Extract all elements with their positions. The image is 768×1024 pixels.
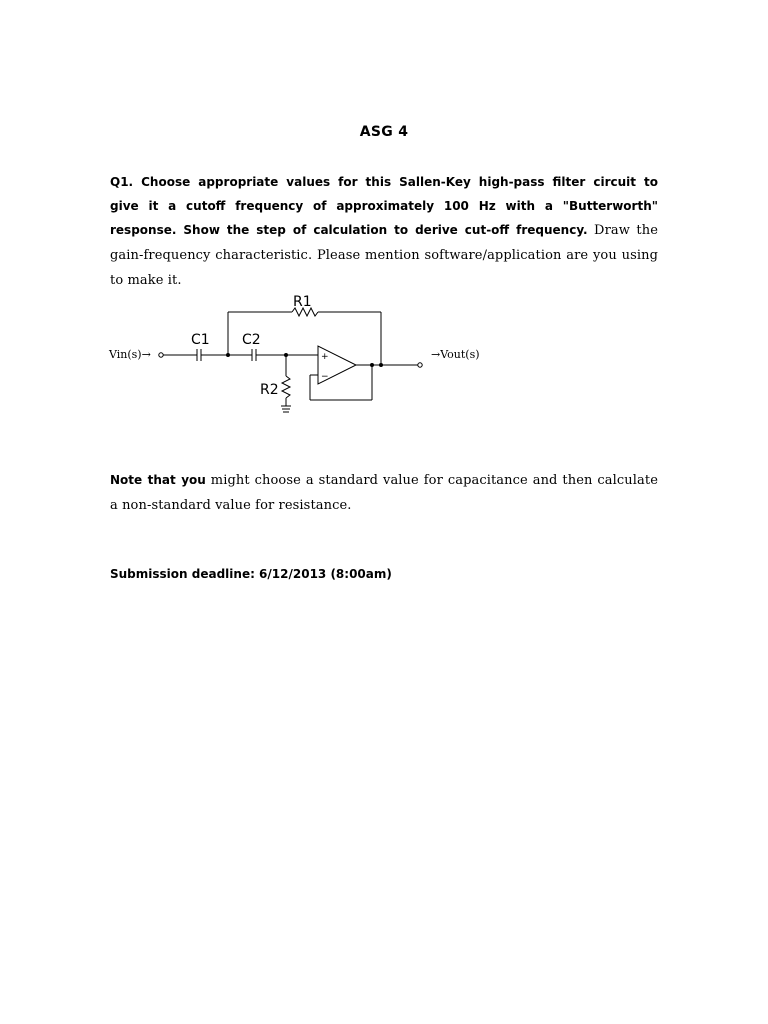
r2-resistor bbox=[282, 376, 290, 398]
junction-dot bbox=[379, 363, 383, 367]
op-amp-minus-label: − bbox=[321, 372, 329, 382]
junction-dot bbox=[226, 353, 230, 357]
vout-label: →Vout(s) bbox=[431, 348, 480, 361]
question-1 bbox=[110, 170, 658, 293]
submission-deadline: Submission deadline: 6/12/2013 (8:00am) bbox=[110, 567, 392, 581]
note-paragraph bbox=[110, 468, 658, 518]
page-title: ASG 4 bbox=[359, 124, 409, 140]
question-1-serif-text: Draw the gain-frequency characteristic. Please mention software/application are you using to make it. bbox=[110, 223, 658, 288]
r1-label: R1 bbox=[293, 294, 312, 310]
note-bold-text: Note that you bbox=[110, 473, 206, 487]
c1-label: C1 bbox=[191, 332, 210, 348]
op-amp-plus-label: + bbox=[321, 352, 329, 362]
question-1-bold-text: Q1. Choose appropriate values for this Sallen-Key high-pass filter circuit to give it a cutoff frequency of approximately 100 Hz with a "Butterworth" response. Show the step of calculation to derive cut-off frequency. bbox=[110, 175, 658, 237]
junction-dot bbox=[284, 353, 288, 357]
vout-terminal bbox=[418, 363, 422, 367]
sallen-key-circuit-diagram bbox=[100, 288, 500, 418]
junction-dot bbox=[370, 363, 374, 367]
vin-label: Vin(s)→ bbox=[109, 348, 151, 361]
c2-label: C2 bbox=[242, 332, 261, 348]
note-serif-text: might choose a standard value for capacitance and then calculate a non-standard value for resistance. bbox=[110, 473, 658, 513]
r2-label: R2 bbox=[260, 382, 279, 398]
vin-terminal bbox=[159, 353, 163, 357]
